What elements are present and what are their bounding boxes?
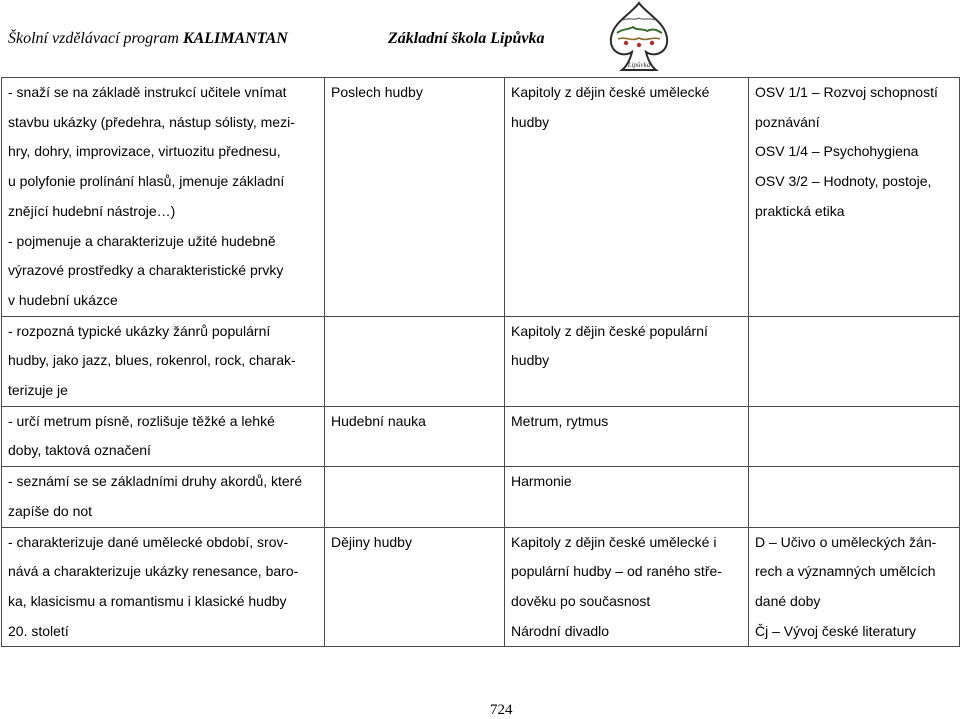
cell-text-line: Hudební nauka [331, 412, 426, 429]
cross-curricular-cell [749, 406, 960, 466]
cross-curricular-cell [749, 78, 960, 317]
learning-outcomes-cell [2, 406, 325, 466]
cell-text-line: - charakterizuje dané umělecké období, srov- [8, 533, 289, 550]
cell-text-line: 20. století [8, 622, 69, 639]
table-row [2, 467, 960, 527]
cell-text-line: Dějiny hudby [331, 533, 412, 550]
program-prefix: Školní vzdělávací program [8, 30, 183, 47]
cell-text-line: - seznámí se se základními druhy akordů, které [8, 473, 303, 490]
cell-text-line: znějící hudební nástroje…) [8, 202, 176, 219]
content-cell [505, 406, 749, 466]
program-title [8, 30, 288, 48]
cell-text-line: Čj – Vývoj české literatury [755, 622, 917, 639]
page-number: 724 [490, 702, 513, 718]
content-cell [505, 78, 749, 317]
cell-text-line: - určí metrum písně, rozlišuje těžké a lehké [8, 412, 275, 429]
topic-cell [325, 316, 505, 406]
svg-text:Lipůvka: Lipůvka [627, 61, 651, 69]
cross-curricular-cell [749, 467, 960, 527]
cell-text-line: stavbu ukázky (předehra, nástup sólisty, mezi- [8, 113, 295, 130]
cell-text-line: terizuje je [8, 382, 68, 399]
cell-text-line: hudby, jako jazz, blues, rokenrol, rock, charak- [8, 352, 296, 369]
school-name: Základní škola Lipůvka [388, 30, 545, 47]
cell-text-line: OSV 1/1 – Rozvoj schopností [755, 84, 938, 100]
cell-text-line: výrazové prostředky a charakteristické prvky [8, 262, 284, 279]
learning-outcomes-cell [2, 316, 325, 406]
curriculum-table-body [2, 78, 960, 647]
cell-text-line: poznávání [755, 113, 820, 130]
content-cell [505, 467, 749, 527]
learning-outcomes-cell [2, 78, 325, 317]
cell-text-line: u polyfonie prolínání hlasů, jmenuje základní [8, 173, 285, 190]
cell-text-line: OSV 3/2 – Hodnoty, postoje, [755, 173, 932, 190]
cell-text-line: praktická etika [755, 202, 845, 219]
cell-text-line: rech a významných umělcích [755, 563, 936, 580]
school-emblem-spade-icon [605, 0, 673, 74]
cell-text-line: - snaží se na základě instrukcí učitele vnímat [8, 84, 287, 100]
cross-curricular-cell [749, 527, 960, 647]
cell-text-line: Harmonie [511, 473, 572, 490]
cell-text-line: Národní divadlo [511, 622, 610, 639]
content-cell [505, 527, 749, 647]
program-name: KALIMANTAN [182, 30, 288, 47]
cell-text-line: D – Učivo o uměleckých žán- [755, 533, 937, 550]
cell-text-line: hry, dohry, improvizace, virtuozitu přednesu, [8, 143, 281, 160]
topic-cell [325, 78, 505, 317]
cell-text-line: dané doby [755, 592, 821, 609]
learning-outcomes-cell [2, 527, 325, 647]
cell-text-line: Kapitoly z dějin české umělecké [511, 84, 710, 100]
cross-curricular-cell [749, 316, 960, 406]
cell-text-line: v hudební ukázce [8, 291, 118, 308]
cell-text-line: - pojmenuje a charakterizuje užité hudebně [8, 232, 276, 249]
cell-text-line: Kapitoly z dějin české umělecké i [511, 533, 717, 550]
cell-text-line: dověku po současnost [511, 592, 651, 609]
cell-text-line: Poslech hudby [331, 84, 423, 100]
topic-cell [325, 406, 505, 466]
cell-text-line: - rozpozná typické ukázky žánrů populární [8, 322, 271, 339]
learning-outcomes-cell [2, 467, 325, 527]
cell-text-line: ka, klasicismu a romantismu i klasické hudby [8, 592, 287, 609]
topic-cell [325, 527, 505, 647]
cell-text-line: populární hudby – od raného stře- [511, 563, 722, 580]
cell-text-line: zapíše do not [8, 502, 93, 519]
cell-text-line: OSV 1/4 – Psychohygiena [755, 143, 919, 160]
cell-text-line: hudby [511, 113, 550, 130]
cell-text-line: nává a charakterizuje ukázky renesance, baro- [8, 563, 299, 580]
cell-text-line: hudby [511, 352, 550, 369]
content-cell [505, 316, 749, 406]
cell-text-line: Metrum, rytmus [511, 412, 609, 429]
cell-text-line: Kapitoly z dějin české populární [511, 322, 708, 339]
table-row [2, 527, 960, 647]
table-row [2, 78, 960, 317]
table-row [2, 316, 960, 406]
table-row [2, 406, 960, 466]
curriculum-table [1, 77, 960, 647]
topic-cell [325, 467, 505, 527]
cell-text-line: doby, taktová označení [8, 442, 151, 459]
